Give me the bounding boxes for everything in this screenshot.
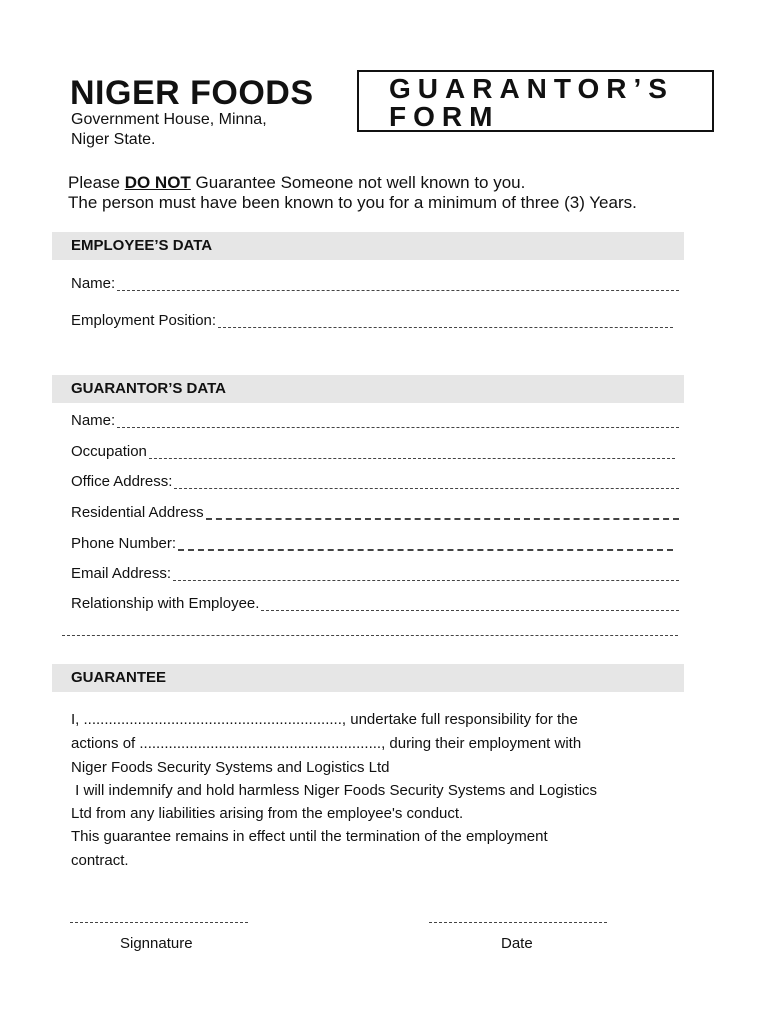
office-address-field[interactable] [71, 471, 679, 491]
date-label: Date [501, 935, 533, 952]
guarantee-section-heading: GUARANTEE [71, 669, 167, 686]
guarantee-text-line-3: Niger Foods Security Systems and Logistics Ltd [71, 759, 390, 776]
date-line[interactable] [429, 922, 607, 923]
employment-position-label: Employment Position: [71, 312, 217, 329]
employment-position-input-line[interactable] [218, 327, 673, 328]
employee-section-header [52, 232, 684, 260]
do-not-emphasis: DO NOT [124, 173, 191, 192]
occupation-label: Occupation [71, 443, 147, 460]
guarantee-text-line-5: Ltd from any liabilities arising from the employee's conduct. [71, 805, 464, 822]
address-line-2: Niger State. [71, 131, 156, 148]
guarantee-text-line-2: actions of .........................................................., during their employment with [71, 735, 582, 752]
office-address-label: Office Address: [71, 473, 173, 490]
email-address-label: Email Address: [71, 565, 172, 582]
relationship-input-line[interactable] [261, 610, 679, 611]
guarantor-name-label: Name: [71, 412, 116, 429]
phone-number-input-line[interactable] [178, 549, 673, 551]
relationship-continuation-line[interactable] [62, 635, 678, 636]
employee-name-input-line[interactable] [117, 290, 679, 291]
guarantor-section-heading: GUARANTOR’S DATA [71, 380, 226, 397]
relationship-field[interactable] [71, 593, 679, 613]
relationship-label: Relationship with Employee. [71, 595, 260, 612]
guarantor-name-input-line[interactable] [117, 427, 679, 428]
form-title-box [357, 70, 714, 132]
office-address-input-line[interactable] [174, 488, 679, 489]
email-address-input-line[interactable] [173, 580, 679, 581]
residential-address-field[interactable] [71, 502, 679, 522]
guarantee-text-line-1: I, .............................................................., undertake full responsibility for the [71, 711, 578, 728]
notice-line-1: Please DO NOT Guarantee Someone not well known to you. [68, 173, 526, 192]
occupation-field[interactable] [71, 441, 675, 461]
form-title-line-1: GUARANTOR’S [389, 73, 674, 104]
guarantee-text-line-7: contract. [71, 852, 129, 869]
employee-section-heading: EMPLOYEE’S DATA [71, 237, 213, 254]
guarantor-section-header [52, 375, 684, 403]
guarantee-text-line-4: I will indemnify and hold harmless Niger Foods Security Systems and Logistics [71, 782, 598, 799]
guarantor-name-field[interactable] [71, 410, 679, 430]
occupation-input-line[interactable] [149, 458, 675, 459]
guarantee-text-line-6: This guarantee remains in effect until the termination of the employment [71, 828, 548, 845]
employee-name-field[interactable] [71, 273, 679, 293]
employment-position-field[interactable] [71, 310, 673, 330]
address-line-1: Government House, Minna, [71, 111, 267, 128]
phone-number-label: Phone Number: [71, 535, 177, 552]
phone-number-field[interactable] [71, 533, 673, 553]
residential-address-label: Residential Address [71, 504, 204, 521]
guarantee-section-header [52, 664, 684, 692]
form-title-line-2: FORM [389, 101, 500, 132]
employee-name-label: Name: [71, 275, 116, 292]
signature-line[interactable] [70, 922, 248, 923]
notice-line-2: The person must have been known to you for a minimum of three (3) Years. [68, 193, 637, 212]
residential-address-input-line[interactable] [206, 518, 679, 520]
signature-label: Signnature [120, 935, 193, 952]
email-address-field[interactable] [71, 563, 679, 583]
company-name: NIGER FOODS [70, 74, 314, 112]
